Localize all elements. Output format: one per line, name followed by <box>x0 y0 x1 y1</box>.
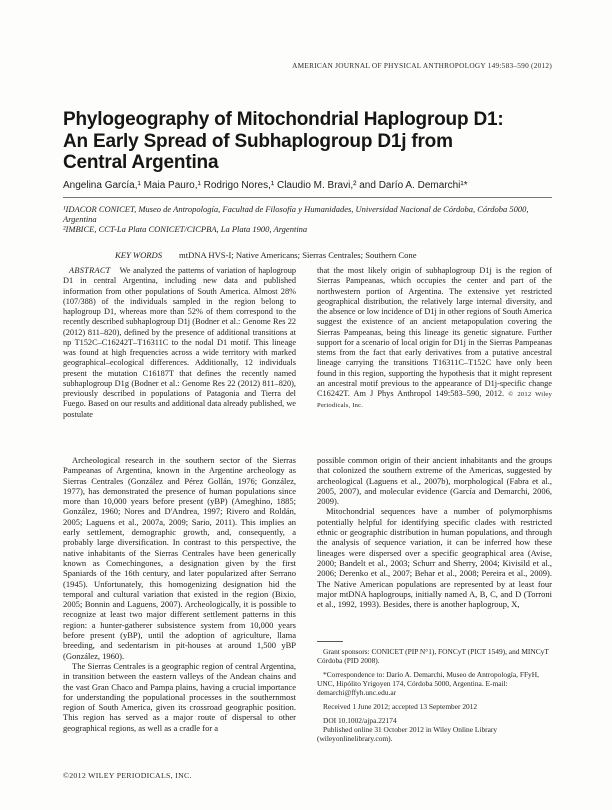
keywords-text: mtDNA HVS-I; Native Americans; Sierras Centrales; Southern Cone <box>179 250 417 260</box>
footnote-received-accepted: Received 1 June 2012; accepted 13 September 2012 <box>323 702 478 711</box>
journal-header: AMERICAN JOURNAL OF PHYSICAL ANTHROPOLOGY 149:583–590 (2012) <box>292 61 552 70</box>
body-paragraph-2: The Sierras Centrales is a geographic region of central Argentina, in transition between the eastern valleys of the Andean chains and the vast Gran Chaco and Pampa plains, having a crucial importance for understanding the populational processes in the southernmost region of South America, given its crossroad geographic position. This region has served as a major route of dispersal to other geographical regions, as well as a cradle for a <box>63 660 296 733</box>
abstract-text-left: We analyzed the patterns of variation of haplogroup D1 in central Argentina, including new data and published information from other populations of South America. Almost 28% (107/388) of the individuals sampled in the region belong to haplogroup D1, whereas more than 52% of them correspond to the recently described subhaplogroup D1j (Bodner et al.: Genome Res 22 (2012) 811–820), defined by the presence of additional transitions at np T152C–C16242T–T16311C to the nodal D1 motif. This lineage was found at high frequencies across a wide territory with marked geographical–ecological differences. Additionally, 12 individuals present the mutation C16187T that defines the recently named subhaplogroup D1g (Bodner et al.: Genome Res 22 (2012) 811–820), previously described in populations of Patagonia and Tierra del Fuego. Based on our results and additional data already published, we postulate <box>63 266 296 419</box>
authors-line: Angelina García,¹ Maia Pauro,¹ Rodrigo Nores,¹ Claudio M. Bravi,² and Darío A. Demarchi¹* <box>63 180 468 191</box>
abstract-right-column <box>317 266 552 412</box>
footnote-grant-sponsors: Grant sponsors: CONICET (PIP N°1), FONCyT (PICT 1549), and MINCyT Córdoba (PID 2008). <box>317 647 549 665</box>
page-footer-copyright: ©2012 WILEY PERIODICALS, INC. <box>63 771 192 780</box>
body-paragraph-1-continued: possible common origin of their ancient inhabitants and the groups that colonized the southern extreme of the Americas, suggested by archeological (Laguens et al., 2007b), morphological (Fabra et al., 2005, 2007), and molecular evidence (García and Demarchi, 2006, 2009). <box>317 455 552 507</box>
footnote-published-online: Published online 31 October 2012 in Wiley Online Library (wileyonlinelibrary.com). <box>317 725 498 743</box>
body-paragraph-3: Mitochondrial sequences have a number of polymorphisms potentially helpful for identifying specific clades with restricted ethnic or geographic distribution in human populations, and through the analysis of sequence variation, it can be inferred how these lineages were dispersed over a specific geographical area (Avise, 2000; Bandelt et al., 2003; Schurr and Sherry, 2004; Kivisild et al., 2006; Derenko et al., 2007; Behar et al., 2008; Pereira et al., 2009). The Native American populations are represented by at least four major mtDNA haplogroups, initially named A, B, C, and D (Torroni et al., 1992, 1993). Besides, there is another haplogroup, X, <box>317 506 552 610</box>
article-title-line-1: Phylogeography of Mitochondrial Haplogroup D1: <box>63 109 504 130</box>
affiliations-block <box>63 204 552 234</box>
body-paragraph-1: Archeological research in the southern sector of the Sierras Pampeanas of Argentina, known in the Argentine archeology as Sierras Centrales (González and Pérez Gollán, 1976; González, 1977), has demonstrated the presence of human populations since more than 10,000 years before present (yBP) (Ameghino, 1885; González, 1960; Nores and D'Andrea, 1997; Rivero and Roldán, 2005; Laguens et al., 2007a, 2009; Sario, 2011). This implies an early settlement, demographic growth, and, consequently, a probably large diversification. In contrast to this perspective, the native inhabitants of the Sierras Centrales have been generically known as Comechingones, a designation given by the first Spaniards of the 16th century, and later popularized after Serrano (1945). Unfortunately, this homogenizing designation hid the temporal and cultural variation that existed in the region (Bixio, 2005; Bonnin and Laguens, 2007). Archeologically, it is possible to recognize at least two major different settlement patterns in this region: a hunter-gatherer subsistence system from 10,000 years before present (yBP), until the adoption of agriculture, llama breeding, and sedentarism in pit-houses at around 1,500 yBP (González, 1960). <box>63 455 296 661</box>
footnote-doi: DOI 10.1002/ajpa.22174 <box>323 716 397 725</box>
abstract-text-right: that the most likely origin of subhaplogroup D1j is the region of Sierras Pampeanas, which occupies the center and part of the northwestern portion of Argentina. The extensive yet restricted geographical distribution, the relatively large internal diversity, and the absence or low incidence of D1j in other regions of South America suggest the existence of an ancient metapopulation covering the Sierras Pampeanas, being this lineage its genetic signature. Further support for a scenario of local origin for D1j in the Sierras Pampeanas stems from the fact that early derivatives from a putative ancestral lineage carrying the transitions T16311C–T152C have only been found in this region, supporting the hypothesis that it might represent an ancestral motif previous to the appearance of D1j-specific change C16242T. <box>317 266 552 398</box>
keywords-line <box>115 250 552 260</box>
body-left-column <box>63 455 296 733</box>
abstract-paragraph-right <box>317 266 552 412</box>
keywords-label: KEY WORDS <box>115 250 163 260</box>
abstract-left-column <box>63 266 296 420</box>
footnote-divider-rule <box>317 641 343 642</box>
abstract-label: ABSTRACT <box>69 266 111 275</box>
body-right-column <box>317 455 552 609</box>
affiliation-1: ¹IDACOR CONICET, Museo de Antropología, Facultad de Filosofía y Humanidades, Universidad Nacional de Córdoba, Córdoba 5000, Argentina <box>63 204 529 224</box>
footnotes-block <box>317 641 552 748</box>
article-title <box>63 109 555 174</box>
article-title-line-3: Central Argentina <box>63 152 219 173</box>
article-title-line-2: An Early Spread of Subhaplogroup D1j from <box>63 130 453 152</box>
abstract-copyright: © 2012 Wiley Periodicals, Inc. <box>317 391 552 410</box>
affiliation-2: ²IMBICE, CCT-La Plata CONICET/CICPBA, La Plata 1900, Argentina <box>63 224 308 234</box>
authors-divider-rule <box>63 197 552 198</box>
abstract-citation: Am J Phys Anthropol 149:583–590, 2012. <box>353 389 505 398</box>
abstract-paragraph-left <box>63 266 296 420</box>
footnote-correspondence: *Correspondence to: Darío A. Demarchi, Museo de Antropología, FFyH, UNC, Hipólito Yrigoyen 174, Córdoba 5000, Argentina. E-mail: demarchi@ffyh.unc.edu.ar <box>317 670 539 697</box>
